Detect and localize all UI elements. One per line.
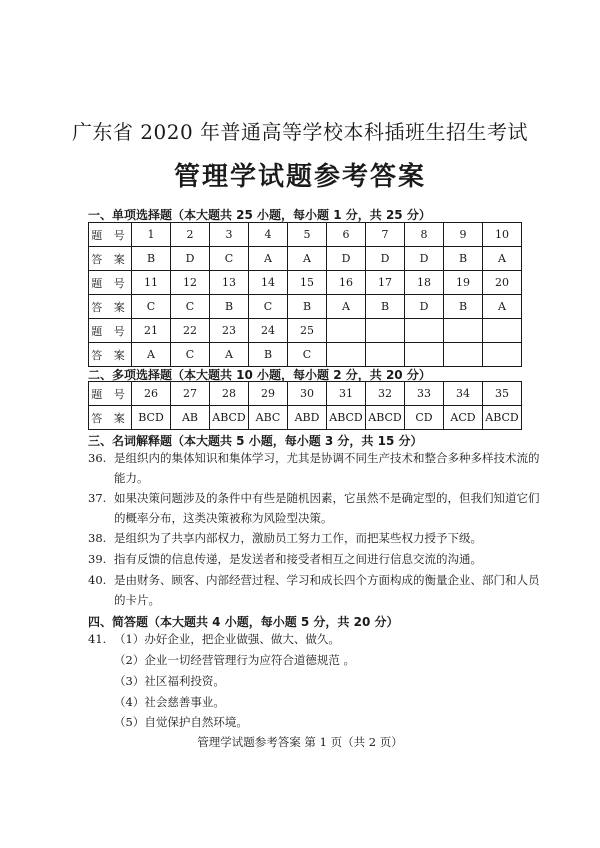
document-title: 管理学试题参考答案 [173, 162, 426, 192]
answer-text: 如果决策问题涉及的条件中有些是随机因素，它虽然不是确定型的，但我们知道它们 [114, 491, 540, 505]
table-cell [444, 319, 483, 343]
row-header-cell: 答 案 [89, 406, 132, 430]
table-cell: D [405, 295, 444, 319]
table-cell: ABCD [210, 406, 249, 430]
row-header-cell: 答 案 [89, 343, 132, 367]
section2-heading: 二、多项选择题（本大题共 10 小题，每小题 2 分，共 20 分） [88, 368, 431, 382]
table-cell: 6 [327, 223, 366, 247]
section1-heading: 一、单项选择题（本大题共 25 小题，每小题 1 分，共 25 分） [88, 208, 431, 222]
table-cell: 28 [210, 382, 249, 406]
table-cell: ABD [288, 406, 327, 430]
table-cell: A [132, 343, 171, 367]
table-cell: ABC [249, 406, 288, 430]
section3-heading: 三、名词解释题（本大题共 5 小题，每小题 3 分，共 15 分） [88, 434, 423, 448]
table-cell: 31 [327, 382, 366, 406]
table-cell: D [366, 247, 405, 271]
table-cell: 22 [171, 319, 210, 343]
table-cell [366, 319, 405, 343]
row-header-cell: 题 号 [89, 223, 132, 247]
single-choice-answer-table [88, 222, 522, 367]
table-cell [405, 319, 444, 343]
table-cell: 14 [249, 271, 288, 295]
table-cell: B [288, 295, 327, 319]
table-cell: 30 [288, 382, 327, 406]
table-cell: ABCD [327, 406, 366, 430]
table-cell: B [444, 247, 483, 271]
row-header-cell: 答 案 [89, 247, 132, 271]
table-cell: C [171, 295, 210, 319]
table-cell: ABCD [366, 406, 405, 430]
table-cell: ABCD [483, 406, 522, 430]
answer-text: 是由财务、顾客、内部经营过程、学习和成长四个方面构成的衡量企业、部门和人员 [114, 573, 540, 587]
table-cell: ACD [444, 406, 483, 430]
table-cell: 4 [249, 223, 288, 247]
answer-row [89, 247, 522, 271]
table-cell: 9 [444, 223, 483, 247]
table-cell: 11 [132, 271, 171, 295]
question-number-row [89, 271, 522, 295]
section4-heading: 四、简答题（本大题共 4 小题，每小题 5 分，共 20 分） [88, 615, 399, 629]
table-cell: B [249, 343, 288, 367]
table-cell: A [327, 295, 366, 319]
table-cell: B [210, 295, 249, 319]
table-cell: 20 [483, 271, 522, 295]
answer-text: 是组织内的集体知识和集体学习，尤其是协调不同生产技术和整合多种多样技术流的 [114, 451, 540, 465]
question-number: 41. [88, 632, 107, 646]
table-cell: 13 [210, 271, 249, 295]
table-cell: 33 [405, 382, 444, 406]
row-header-cell: 题 号 [89, 271, 132, 295]
multiple-choice-answer-table [88, 381, 522, 430]
question-number: 39. [88, 552, 107, 566]
row-header-cell: 题 号 [89, 382, 132, 406]
answer-text-continued: 能力。 [114, 471, 149, 485]
table-cell: 12 [171, 271, 210, 295]
table-cell: D [171, 247, 210, 271]
table-cell: 5 [288, 223, 327, 247]
answer-text: 是组织为了共享内部权力，激励员工努力工作，而把某些权力授予下级。 [114, 531, 482, 545]
question-number: 37. [88, 491, 107, 505]
table-cell [483, 343, 522, 367]
table-cell: 15 [288, 271, 327, 295]
page-footer: 管理学试题参考答案 第 1 页（共 2 页） [197, 735, 403, 749]
table-cell: 26 [132, 382, 171, 406]
answer-row [89, 343, 522, 367]
table-cell: 8 [405, 223, 444, 247]
table-cell [327, 319, 366, 343]
table-cell: A [249, 247, 288, 271]
table-cell: 10 [483, 223, 522, 247]
table-cell: AB [171, 406, 210, 430]
table-cell: C [132, 295, 171, 319]
table-cell: D [327, 247, 366, 271]
answer-text-continued: 的概率分布，这类决策被称为风险型决策。 [114, 511, 333, 525]
table-cell [327, 343, 366, 367]
table-cell [444, 343, 483, 367]
table-cell: 34 [444, 382, 483, 406]
question-number: 38. [88, 531, 107, 545]
question-number-row [89, 382, 522, 406]
table-cell: C [288, 343, 327, 367]
row-header-cell: 答 案 [89, 295, 132, 319]
answer-text-continued: 的卡片。 [114, 593, 160, 607]
table-cell: 23 [210, 319, 249, 343]
table-cell: B [132, 247, 171, 271]
table-cell: A [210, 343, 249, 367]
table-cell: B [444, 295, 483, 319]
table-cell: 17 [366, 271, 405, 295]
table-cell: 16 [327, 271, 366, 295]
answer-text: 指有反馈的信息传递，是发送者和接受者相互之间进行信息交流的沟通。 [114, 552, 482, 566]
question-number-row [89, 319, 522, 343]
table-cell: BCD [132, 406, 171, 430]
question-number: 36. [88, 451, 107, 465]
table-cell: 1 [132, 223, 171, 247]
table-cell [366, 343, 405, 367]
answer-point-3: （3）社区福利投资。 [114, 674, 225, 688]
table-cell: B [366, 295, 405, 319]
row-header-cell: 题 号 [89, 319, 132, 343]
table-cell: 27 [171, 382, 210, 406]
answer-row [89, 295, 522, 319]
question-number-row [89, 223, 522, 247]
table-cell: 35 [483, 382, 522, 406]
table-cell: 3 [210, 223, 249, 247]
table-cell: A [288, 247, 327, 271]
table-cell: C [249, 295, 288, 319]
table-cell: 29 [249, 382, 288, 406]
table-cell: D [405, 247, 444, 271]
table-cell: C [210, 247, 249, 271]
table-cell: 21 [132, 319, 171, 343]
answer-point-5: （5）自觉保护自然环境。 [114, 715, 248, 729]
table-cell: 18 [405, 271, 444, 295]
table-cell [405, 343, 444, 367]
table-cell: 19 [444, 271, 483, 295]
table-cell: C [171, 343, 210, 367]
answer-row [89, 406, 522, 430]
answer-point-4: （4）社会慈善事业。 [114, 695, 225, 709]
exam-title: 广东省 2020 年普通高等学校本科插班生招生考试 [71, 120, 529, 144]
table-cell [483, 319, 522, 343]
table-cell: 24 [249, 319, 288, 343]
table-cell: CD [405, 406, 444, 430]
table-cell: 25 [288, 319, 327, 343]
table-cell: 32 [366, 382, 405, 406]
answer-point-1: （1）办好企业，把企业做强、做大、做久。 [114, 632, 340, 646]
answer-point-2: （2）企业一切经营管理行为应符合道德规范 。 [114, 653, 355, 667]
table-cell: 7 [366, 223, 405, 247]
table-cell: A [483, 247, 522, 271]
question-number: 40. [88, 573, 107, 587]
table-cell: 2 [171, 223, 210, 247]
table-cell: A [483, 295, 522, 319]
